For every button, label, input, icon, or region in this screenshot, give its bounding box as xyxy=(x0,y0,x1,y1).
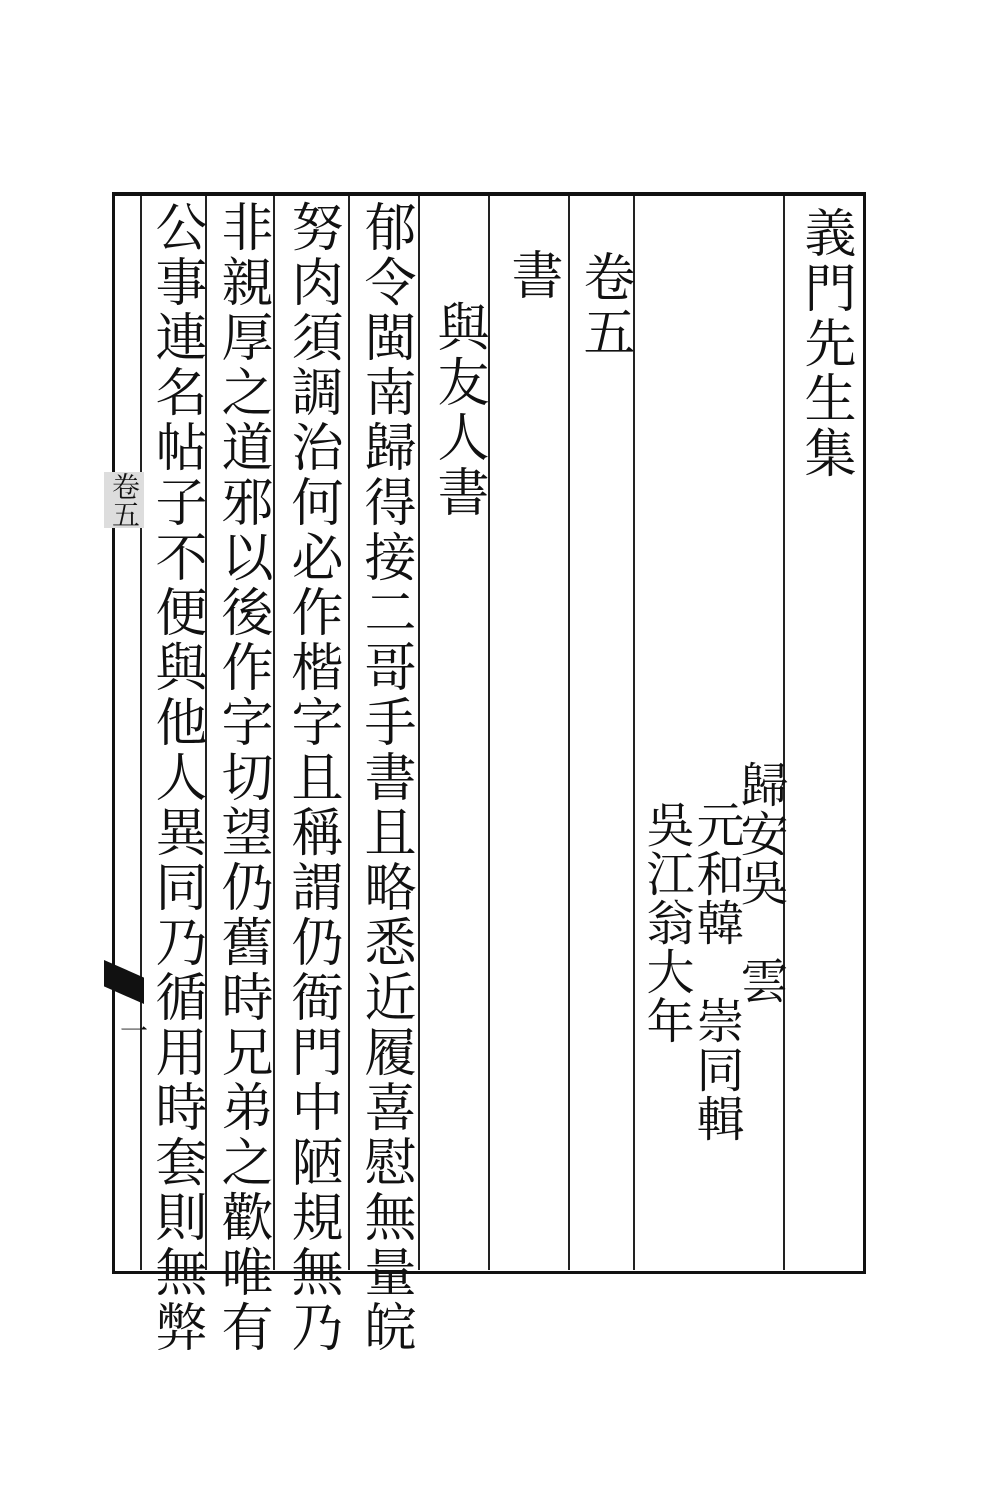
body-text-column: 郁令閩南歸得接二哥手書且略悉近履喜慰無量皖 xyxy=(355,200,415,1355)
page-number: 一 xyxy=(116,1016,149,1044)
column-rule xyxy=(348,196,350,1270)
body-text-column: 非親厚之道邪以後作字切望仍舊時兄弟之歡唯有 xyxy=(212,200,272,1355)
section-heading: 書 xyxy=(502,248,562,303)
column-rule xyxy=(140,196,142,1270)
body-text-column: 努肉須調治何必作楷字且稱謂仍衙門中陋規無乃 xyxy=(282,200,342,1355)
column-rule xyxy=(783,196,785,1270)
column-rule xyxy=(488,196,490,1270)
editor-line: 吳江翁大年 xyxy=(638,800,694,1045)
book-title: 義門先生集 xyxy=(795,206,855,481)
fold-margin-label: 卷五 xyxy=(104,472,144,528)
body-text-column: 公事連名帖子不便與他人異同乃循用時套則無弊 xyxy=(146,200,206,1355)
column-rule xyxy=(418,196,420,1270)
volume-number: 卷五 xyxy=(574,250,634,360)
editor-line: 元和韓 崇同輯 xyxy=(688,800,744,1143)
column-rule xyxy=(273,196,275,1270)
editor-line: 歸安吳 雲 xyxy=(732,760,788,1005)
column-rule xyxy=(568,196,570,1270)
letter-title: 與友人書 xyxy=(428,300,488,520)
